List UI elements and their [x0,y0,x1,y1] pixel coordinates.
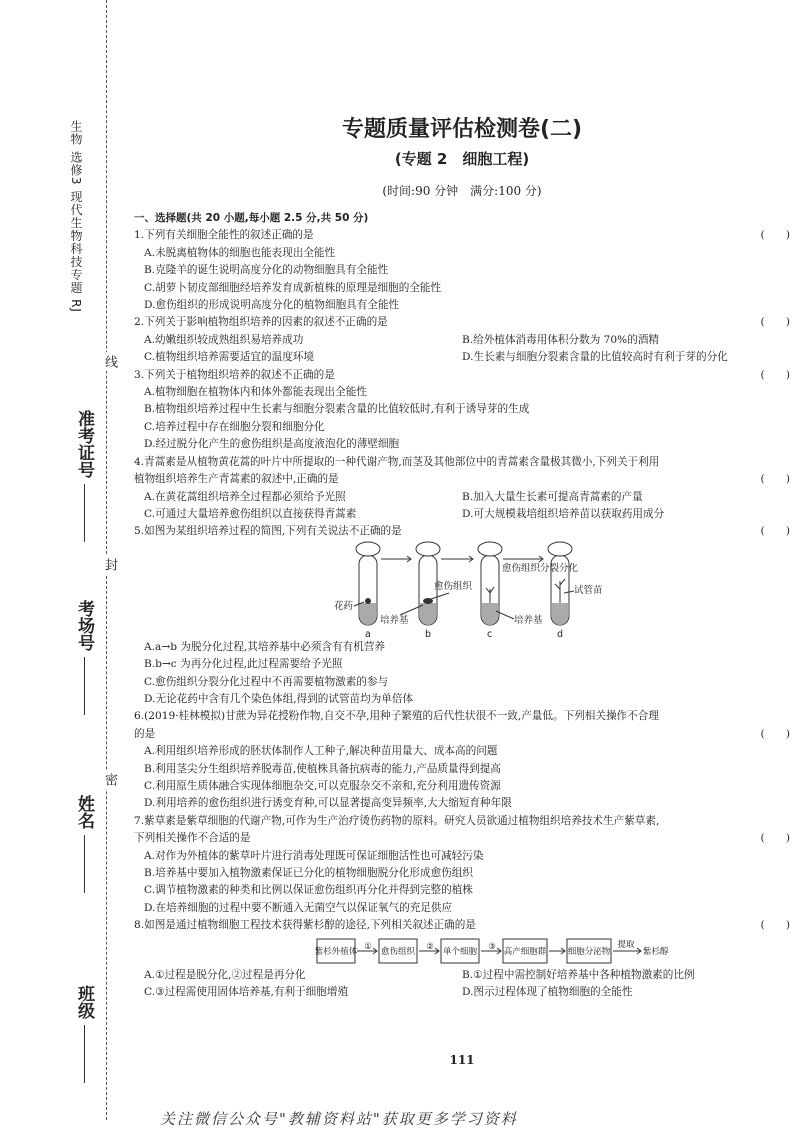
option: C.愈伤组织分裂分化过程中不再需要植物激素的参与 [144,675,389,688]
option: B.b→c 为再分化过程,此过程需要给予光照 [144,658,343,671]
option: C.③过程需使用固体培养基,有利于细胞增殖 [144,986,349,999]
option: B.加入大量生长素可提高青蒿素的产量 [462,490,643,503]
question-list [134,210,790,1001]
option: A.①过程是脱分化,②过程是再分化 [144,968,306,981]
question-2: 2.下列关于影响植物组织培养的因素的叙述不正确的是 ( ) [134,314,790,331]
arrow-a-b [381,556,411,562]
option-row [134,489,790,506]
answer-blank[interactable]: ( ) [760,727,790,740]
step-3: ③ [488,941,496,952]
arrow-b-c [441,556,473,562]
option: D.可大规模栽培组织培养苗以获取药用成分 [462,507,665,520]
label-anther: 花药 [334,600,354,612]
answer-blank[interactable]: ( ) [760,525,790,538]
answer-blank[interactable]: ( ) [760,229,790,242]
option: A.未脱离植物体的细胞也能表现出全能性 [144,246,336,259]
label-medium-c: 培养基 [514,614,543,626]
taxol-pathway-diagram [134,935,790,967]
option: D.在培养细胞的过程中要不断通入无菌空气以保证氧气的充足供应 [144,901,453,914]
box-cell-group-label: 高产细胞群 [503,946,547,957]
box-callus-label: 愈伤组织 [380,946,416,957]
taxol-pathway-figure [134,935,790,967]
id-field[interactable]: 准考证号 [72,410,97,542]
class-field[interactable]: 班级 [72,985,97,1083]
room-field[interactable]: 考场号 [72,600,97,715]
option: A.植物细胞在植物体内和体外都能表现出全能性 [144,386,367,399]
answer-blank[interactable]: ( ) [760,473,790,486]
page-subtitle: (专题 2 细胞工程) [394,150,530,168]
question-6: 6.(2019·桂林模拟)甘蔗为异花授粉作物,自交不孕,用种子繁殖的后代性状很不一致,产量低。下列相关操作不合理 [134,710,659,723]
option: D.图示过程体现了植物细胞的全能性 [462,986,633,999]
question-3: 3.下列关于植物组织培养的叙述不正确的是 ( ) [134,367,790,384]
tube-label-d: d [557,628,564,639]
option: C.培养过程中存在细胞分裂和细胞分化 [144,420,325,433]
section-heading: 一、选择题(共 20 小题,每小题 2.5 分,共 50 分) [134,212,369,224]
option: D.生长素与细胞分裂素含量的比值较高时有利于芽的分化 [462,351,728,364]
arrow-c-d [503,556,543,562]
option: A.幼嫩组织较成熟组织易培养成功 [144,333,304,346]
footer-note: 关注微信公众号"教辅资料站"获取更多学习资料 [160,1110,518,1128]
binding-margin [0,0,115,1135]
option: B.利用茎尖分生组织培养脱毒苗,使植株具备抗病毒的能力,产品质量得到提高 [144,762,501,775]
box-explant-label: 紫杉外植体 [314,946,358,957]
option: C.可通过大量培养愈伤组织以直接获得青蒿素 [144,507,357,520]
test-tube-d [548,542,572,625]
option: C.植物组织培养需要适宜的温度环境 [144,351,315,364]
question-6-cont: 的是 ( ) [134,726,790,743]
option: A.a→b 为脱分化过程,其培养基中必须含有有机营养 [144,640,386,653]
extract-label: 提取 [617,939,635,950]
box-single-cell-label: 单个细胞 [442,946,478,957]
option: C.胡萝卜韧皮部细胞经培养发育成新植株的原理是细胞的全能性 [144,281,442,294]
page-number: 111 [449,1053,475,1067]
option: A.利用组织培养形成的胚状体制作人工种子,解决种苗用量大、成本高的问题 [144,745,498,758]
cut-mark-secret: 密 [100,770,119,789]
question-7-cont: 下列相关操作不合适的是 ( ) [134,830,790,847]
option: A.对作为外植体的紫草叶片进行消毒处理既可保证细胞活性也可减轻污染 [144,849,484,862]
question-5: 5.如图为某组织培养过程的简图,下列有关说法不正确的是 ( ) [134,523,790,540]
answer-blank[interactable]: ( ) [760,316,790,329]
answer-blank[interactable]: ( ) [760,368,790,381]
test-tube-a [356,542,380,625]
product-label: 紫杉醇 [643,946,669,957]
option: C.利用原生质体融合实现体细胞杂交,可以克服杂交不亲和,充分利用遗传资源 [144,779,501,792]
tissue-culture-diagram [134,541,790,639]
answer-blank[interactable]: ( ) [760,832,790,845]
tube-label-a: a [365,628,371,639]
book-series-label: 生物 选修3 现代生物科技专题 RJ [69,120,83,313]
question-7: 7.紫草素是紫草细胞的代谢产物,可作为生产治疗烫伤药物的原料。研究人员欲通过植物组织培养技术生产紫草素, [134,814,660,827]
option: D.经过脱分化产生的愈伤组织是高度液泡化的薄壁细胞 [144,438,400,451]
option: B.①过程中需控制好培养基中各种植物激素的比例 [462,968,695,981]
option: A.在黄花蒿组织培养全过程都必须给予光照 [144,490,346,503]
option: B.克隆羊的诞生说明高度分化的动物细胞具有全能性 [144,264,389,277]
option-row [134,332,790,349]
label-plantlet: 试管苗 [574,584,603,596]
tube-label-b: b [425,628,432,639]
answer-blank[interactable]: ( ) [760,919,790,932]
label-medium: 培养基 [380,614,409,626]
question-4: 4.青蒿素是从植物黄花蒿的叶片中所提取的一种代谢产物,而茎及其他部位中的青蒿素含量极其微小,下列关于利用 [134,455,660,468]
page-title: 专题质量评估检测卷(二) [341,117,583,142]
option: B.培养基中要加入植物激素保证已分化的植物细胞脱分化形成愈伤组织 [144,867,473,879]
question-4-cont: 植物组织培养生产青蒿素的叙述中,正确的是 ( ) [134,471,790,488]
tube-label-c: c [487,628,493,639]
option-row [134,967,790,984]
option-row [134,506,790,523]
cut-mark-line: 线 [100,352,119,371]
option: D.愈伤组织的形成说明高度分化的植物细胞具有全能性 [144,299,400,312]
question-8: 8.如图是通过植物细胞工程技术获得紫杉醇的途径,下列相关叙述正确的是 ( ) [134,917,790,934]
question-1: 1.下列有关细胞全能性的叙述正确的是 ( ) [134,227,790,244]
option: B.给外植体消毒用体积分数为 70%的酒精 [462,333,660,346]
option: D.无论花药中含有几个染色体组,得到的试管苗均为单倍体 [144,692,414,705]
label-callus: 愈伤组织 [434,580,473,592]
option: D.利用培养的愈伤组织进行诱变育种,可以显著提高变异频率,大大缩短育种年限 [144,797,512,810]
tissue-culture-figure [134,541,790,639]
option: B.植物组织培养过程中生长素与细胞分裂素含量的比值较低时,有利于诱导芽的生成 [144,403,530,416]
label-callus-differentiation: 愈伤组织分裂分化 [502,562,579,574]
name-field[interactable]: 姓名 [72,795,97,893]
step-2: ② [426,941,434,952]
time-score-line: (时间:90 分钟 满分:100 分) [382,184,542,198]
option-row [134,984,790,1001]
option: C.调节植物激素的种类和比例以保证愈伤组织再分化并得到完整的植株 [144,884,473,897]
box-secretion-label: 细胞分泌物 [567,946,611,957]
step-1: ① [364,941,372,952]
cut-mark-seal: 封 [100,555,119,574]
option-row [134,349,790,366]
